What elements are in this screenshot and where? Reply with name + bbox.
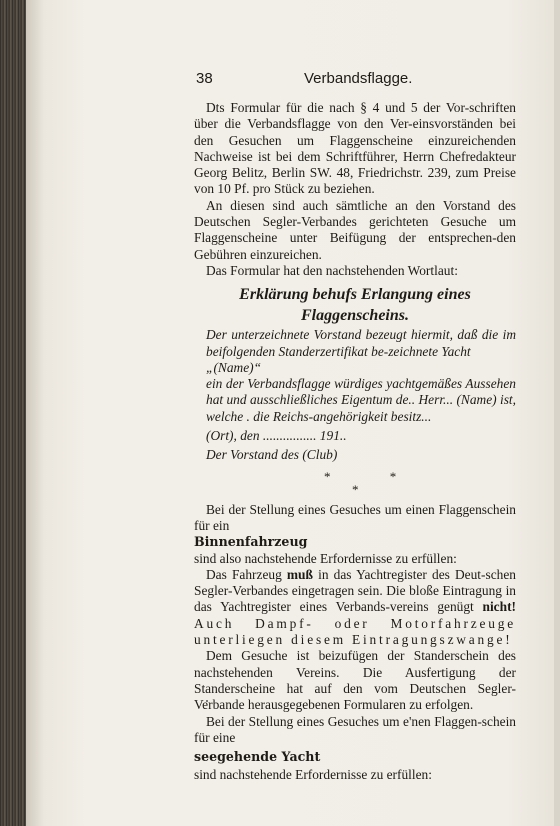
page-body: [194, 100, 516, 784]
subheading-seegehende-yacht: seegehende Yacht: [194, 749, 321, 765]
declaration-title-line-2: Flaggenscheins.: [300, 307, 409, 325]
form-text: [206, 327, 516, 463]
section-star-single: *: [352, 481, 359, 497]
paragraph-erfordernisse-2: sind nachstehende Erfordernisse zu erfüllen:: [194, 767, 432, 783]
text-nicht: nicht!: [482, 599, 516, 615]
paragraph-yachtregister: [194, 567, 516, 648]
section-stars-row: * *: [324, 468, 425, 484]
page-header: [196, 70, 446, 90]
paragraph-gesuche: An diesen sind auch sämtliche an den Vorstand des Deutschen Segler-Verbandes gerichteten Gesuche um Flaggenscheine unter Beifügung der entsprechen-den Gebühren einzureichen.: [194, 197, 516, 262]
page-number: 38: [196, 70, 213, 87]
form-text-vorstand: Der unterzeichnete Vorstand bezeugt hiermit, daß die im beifolgenden Standerzertifikat be-zeichnete Yacht: [206, 327, 516, 359]
running-title: Verbandsflagge.: [304, 70, 413, 87]
paragraph-wortlaut: Das Formular hat den nachstehenden Wortlaut:: [206, 262, 458, 278]
page-edge: [554, 0, 560, 826]
form-yacht-name: „(Name)“: [206, 359, 262, 375]
text-eintragung: in das Yachtregister des Deut-schen Segler-Verbandes eingetragen sein. Die bloße Eintragung in das Yachtregister eines Verbands-vereins genügt: [194, 566, 516, 615]
declaration-title-line-1: Erklärung behufs Erlangung eines: [239, 286, 471, 304]
text-muss: muß: [286, 566, 313, 582]
book-binding: [0, 0, 28, 826]
form-signature: Der Vorstand des (Club): [206, 447, 338, 463]
paragraph-formular: Dts Formular für die nach § 4 und 5 der Vor-schriften über die Verbandsflagge von den Ver-einsvorständen bei den Gesuchen um Flaggenscheine einzureichenden Nachweise ist bei dem Schriftführer, Herrn Chefredakteur Georg Belitz, Berlin SW. 48, Friedrichstr. 239, zum Preise von 10 Pf. pro Stück zu beziehen.: [194, 100, 516, 197]
paragraph-erfordernisse-1: sind also nachstehende Erfordernisse zu erfüllen:: [194, 550, 457, 566]
subheading-binnenfahrzeug: Binnenfahrzeug: [194, 534, 308, 550]
text-fahrzeug: Das Fahrzeug: [206, 566, 282, 582]
form-date-line: (Ort), den ................ 191..: [206, 428, 347, 444]
text-dampf-motor: Auch Dampf- oder Motorfahrzeuge unterliegen diesem Eintragungszwange!: [194, 615, 516, 648]
paragraph-seegehend-intro: Bei der Stellung eines Gesuches um e'nen Flaggen-schein für eine: [194, 713, 516, 745]
paragraph-standerschein: Dem Gesuche ist beizufügen der Standerschein des nachstehenden Vereins. Die Ausfertigung der Standerscheine hat auf den vom Deutschen Segler-Verbande herausgegebenen Formularen zu erfolgen.: [194, 648, 516, 713]
form-text-eigentum: ein der Verbandsflagge würdiges yachtgemäßes Aussehen hat und ausschließliches Eigentum de.. Herr... (Name) ist, welche . die Reichs-angehörigkeit besitz...: [206, 376, 516, 424]
paragraph-binnen-intro: Bei der Stellung eines Gesuches um einen Flaggenschein für ein: [194, 501, 516, 533]
